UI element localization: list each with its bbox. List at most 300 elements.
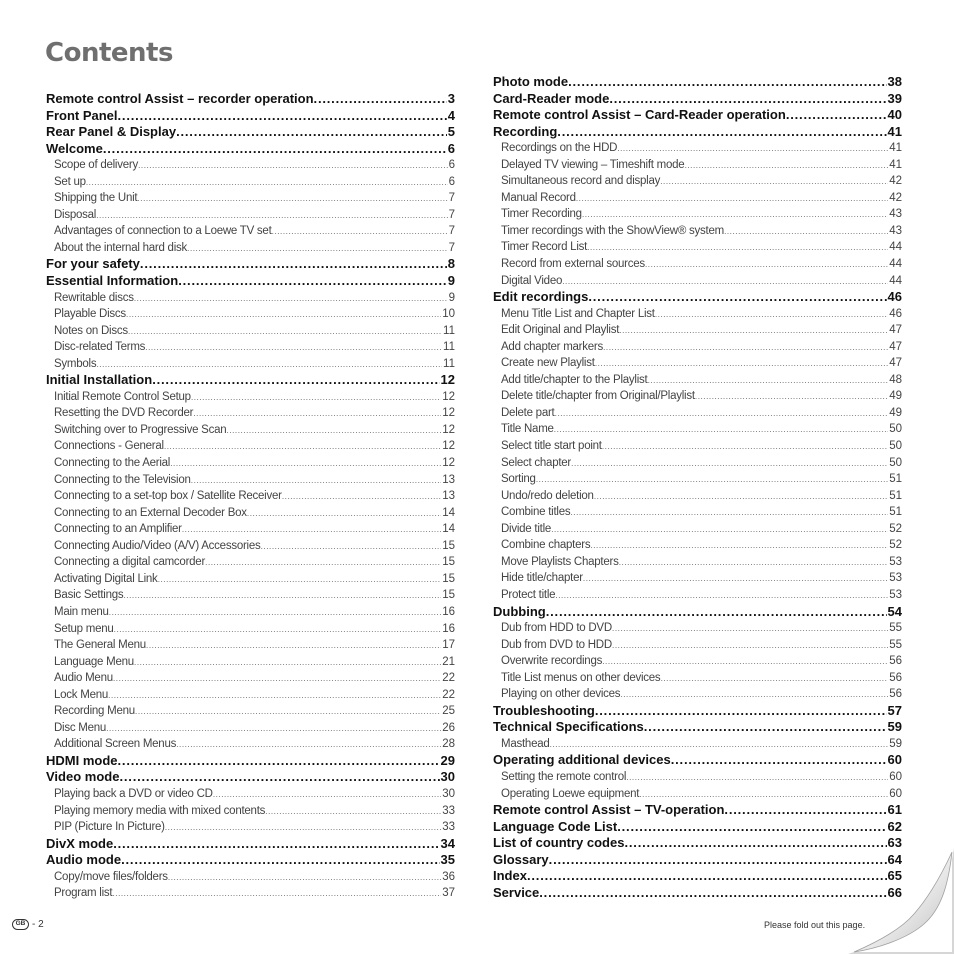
toc-entry-title: Simultaneous record and display — [501, 175, 661, 188]
dot-leader — [193, 405, 441, 422]
toc-entry-title: Audio Menu — [54, 672, 113, 685]
dot-leader — [113, 670, 441, 687]
toc-page-number: 13 — [442, 490, 455, 503]
dot-leader — [595, 355, 889, 372]
toc-page-number: 7 — [448, 225, 455, 238]
toc-subentry-main-menu — [46, 604, 455, 621]
dot-leader — [671, 752, 887, 769]
toc-page-number: 44 — [889, 241, 902, 254]
dot-leader — [137, 190, 447, 207]
toc-subentry-timer-recordings-with-the-showview-system — [493, 223, 902, 240]
toc-page-number: 15 — [442, 572, 455, 585]
country-badge-gb: GB — [12, 919, 29, 930]
toc-page-number: 51 — [889, 489, 902, 502]
toc-entry-title: Notes on Discs — [54, 324, 128, 337]
toc-entry-title: Troubleshooting — [493, 702, 595, 718]
toc-entry-title: Card-Reader mode — [493, 90, 610, 106]
dot-leader — [164, 438, 441, 455]
toc-page-number: 43 — [889, 224, 902, 237]
toc-entry-title: Divide title — [501, 522, 552, 535]
dot-leader — [168, 869, 441, 886]
dot-leader — [619, 554, 889, 571]
dot-leader — [684, 157, 888, 174]
toc-page-number: 44 — [889, 274, 902, 287]
toc-subentry-recording-menu — [46, 703, 455, 720]
toc-entry-title: Remote control Assist – TV-operation — [493, 802, 725, 818]
toc-entry-title: Dubbing — [493, 603, 546, 619]
dot-leader — [112, 885, 441, 902]
toc-entry-title: Program list — [54, 887, 113, 900]
dot-leader — [582, 206, 888, 223]
toc-subentry-playing-back-a-dvd-or-video-cd — [46, 786, 455, 803]
toc-page-number: 11 — [443, 324, 455, 337]
fold-out-note: Please fold out this page. — [764, 920, 866, 930]
toc-entry-title: Basic Settings — [54, 589, 124, 602]
toc-entry-title: Main menu — [54, 605, 109, 618]
dot-leader — [551, 521, 888, 538]
dot-leader — [134, 290, 448, 307]
toc-page-number: 14 — [442, 523, 455, 536]
toc-entry-title: Essential Information — [46, 273, 179, 289]
dot-leader — [786, 107, 887, 124]
toc-page-number: 33 — [442, 804, 455, 817]
dot-leader — [617, 819, 886, 836]
dot-leader — [119, 769, 439, 786]
toc-subentry-the-general-menu — [46, 637, 455, 654]
toc-entry-title: The General Menu — [54, 639, 146, 652]
toc-heading-list-of-country-codes — [493, 835, 902, 852]
toc-subentry-delete-part — [493, 405, 902, 422]
toc-subentry-timer-recording — [493, 206, 902, 223]
toc-page-number: 46 — [887, 289, 902, 305]
toc-page-number: 8 — [447, 256, 455, 272]
toc-heading-hdmi-mode — [46, 753, 455, 770]
page-footer-left — [12, 919, 44, 930]
toc-heading-dubbing — [493, 604, 902, 621]
dot-leader — [570, 504, 888, 521]
dot-leader — [134, 654, 441, 671]
toc-subentry-protect-title — [493, 587, 902, 604]
toc-subentry-connecting-audio-video-a-v-accessories — [46, 538, 455, 555]
toc-entry-title: Add title/chapter to the Playlist — [501, 373, 648, 386]
toc-entry-title: Technical Specifications — [493, 719, 644, 735]
toc-subentry-rewritable-discs — [46, 290, 455, 307]
dot-leader — [138, 157, 448, 174]
toc-entry-title: Copy/move files/folders — [54, 870, 168, 883]
toc-entry-title: Connecting to a set-top box / Satellite Receiver — [54, 490, 282, 503]
toc-subentry-dub-from-hdd-to-dvd — [493, 620, 902, 637]
dot-leader — [612, 620, 888, 637]
toc-page-number: 38 — [887, 74, 902, 89]
toc-page-number: 52 — [889, 539, 902, 552]
toc-entry-title: Recordings on the HDD — [501, 142, 618, 155]
toc-page-number: 65 — [887, 868, 902, 884]
dot-leader — [158, 571, 442, 588]
toc-subentry-scope-of-delivery — [46, 157, 455, 174]
toc-page-number: 44 — [889, 258, 902, 271]
toc-subentry-playing-memory-media-with-mixed-contents — [46, 803, 455, 820]
dot-leader — [655, 306, 888, 323]
toc-entry-title: Sorting — [501, 473, 536, 486]
dot-leader — [118, 753, 440, 770]
dot-leader — [588, 289, 886, 306]
toc-page-number: 13 — [442, 473, 455, 486]
toc-entry-title: Playing memory media with mixed contents — [54, 804, 266, 817]
toc-subentry-lock-menu — [46, 687, 455, 704]
dot-leader — [724, 802, 886, 819]
toc-subentry-playable-discs — [46, 306, 455, 323]
toc-entry-title: Disc Menu — [54, 721, 107, 734]
toc-entry-title: Language Code List — [493, 818, 618, 834]
toc-page-number: 21 — [442, 655, 455, 668]
toc-entry-title: Initial Remote Control Setup — [54, 390, 191, 403]
toc-page-number: 56 — [889, 671, 902, 684]
dot-leader — [645, 256, 888, 273]
dot-leader — [562, 273, 888, 290]
toc-page-number: 36 — [442, 870, 455, 883]
toc-heading-recording — [493, 124, 902, 141]
toc-page-number: 43 — [889, 208, 902, 221]
toc-subentry-basic-settings — [46, 587, 455, 604]
toc-entry-title: Move Playlists Chapters — [501, 555, 619, 568]
dot-leader — [135, 703, 441, 720]
toc-page-number: 7 — [448, 208, 455, 221]
toc-page-number: 7 — [448, 192, 455, 205]
toc-entry-title: Video mode — [46, 769, 120, 785]
dot-leader — [660, 670, 888, 687]
toc-entry-title: Lock Menu — [54, 688, 109, 701]
dot-leader — [590, 537, 888, 554]
toc-subentry-switching-over-to-progressive-scan — [46, 422, 455, 439]
toc-entry-title: Add chapter markers — [501, 340, 603, 353]
dot-leader — [660, 173, 888, 190]
toc-heading-index — [493, 868, 902, 885]
toc-subentry-select-chapter — [493, 455, 902, 472]
toc-subentry-timer-record-list — [493, 239, 902, 256]
dot-leader — [549, 852, 887, 869]
toc-entry-title: Delete title/chapter from Original/Playlist — [501, 390, 695, 403]
dot-leader — [146, 637, 441, 654]
toc-subentry-title-name — [493, 421, 902, 438]
toc-entry-title: Protect title — [501, 588, 556, 601]
dot-leader — [282, 488, 441, 505]
toc-subentry-setup-menu — [46, 621, 455, 638]
toc-subentry-audio-menu — [46, 670, 455, 687]
toc-entry-title: Hide title/chapter — [501, 572, 583, 585]
dot-leader — [595, 703, 887, 720]
toc-page-number: 6 — [448, 159, 455, 172]
toc-page-number: 40 — [887, 107, 902, 123]
toc-subentry-manual-record — [493, 190, 902, 207]
toc-page-number: 49 — [889, 406, 902, 419]
dot-leader — [555, 405, 889, 422]
toc-heading-rear-panel-display — [46, 124, 455, 141]
dot-leader — [626, 769, 888, 786]
toc-heading-remote-control-assist-tv-operation — [493, 802, 902, 819]
toc-entry-title: Edit Original and Playlist — [501, 324, 620, 337]
toc-page-number: 55 — [889, 622, 902, 635]
toc-page-number: 51 — [889, 506, 902, 519]
page-number: - 2 — [32, 919, 44, 930]
toc-entry-title: Dub from DVD to HDD — [501, 638, 612, 651]
toc-page-number: 11 — [443, 341, 455, 354]
dot-leader — [587, 239, 888, 256]
toc-page-number: 66 — [887, 884, 902, 900]
toc-entry-title: Scope of delivery — [54, 159, 138, 172]
dot-leader — [118, 108, 447, 125]
toc-subentry-edit-original-and-playlist — [493, 322, 902, 339]
toc-subentry-delete-title-chapter-from-original-playlist — [493, 388, 902, 405]
toc-entry-title: Rewritable discs — [54, 291, 134, 304]
toc-subentry-disc-menu — [46, 720, 455, 737]
toc-subentry-disc-related-terms — [46, 339, 455, 356]
dot-leader — [536, 471, 889, 488]
toc-page-number: 34 — [440, 835, 455, 851]
page-title: Contents — [45, 38, 173, 68]
toc-subentry-masthead — [493, 736, 902, 753]
toc-page-number: 54 — [887, 603, 902, 619]
toc-subentry-sorting — [493, 471, 902, 488]
toc-entry-title: Switching over to Progressive Scan — [54, 423, 227, 436]
toc-subentry-combine-chapters — [493, 537, 902, 554]
toc-entry-title: Language Menu — [54, 655, 134, 668]
toc-subentry-digital-video — [493, 273, 902, 290]
toc-page-number: 50 — [889, 456, 902, 469]
toc-entry-title: Connecting to the Television — [54, 473, 191, 486]
toc-page-number: 33 — [442, 821, 455, 834]
dot-leader — [644, 719, 887, 736]
dot-leader — [639, 786, 888, 803]
toc-entry-title: Setup menu — [54, 622, 114, 635]
toc-subentry-hide-title-chapter — [493, 570, 902, 587]
toc-page-number: 53 — [889, 555, 902, 568]
toc-entry-title: Playable Discs — [54, 308, 126, 321]
dot-leader — [602, 438, 888, 455]
toc-page-number: 16 — [442, 622, 455, 635]
toc-page-number: 62 — [887, 818, 902, 834]
toc-subentry-connecting-a-digital-camcorder — [46, 554, 455, 571]
toc-subentry-notes-on-discs — [46, 323, 455, 340]
toc-heading-for-your-safety — [46, 256, 455, 273]
toc-entry-title: Record from external sources — [501, 258, 645, 271]
dot-leader — [191, 389, 441, 406]
toc-entry-title: Create new Playlist — [501, 357, 595, 370]
toc-entry-title: Select chapter — [501, 456, 572, 469]
toc-heading-troubleshooting — [493, 703, 902, 720]
toc-entry-title: Rear Panel & Display — [46, 124, 177, 140]
toc-subentry-connecting-to-an-amplifier — [46, 521, 455, 538]
toc-heading-operating-additional-devices — [493, 752, 902, 769]
toc-page-number: 16 — [442, 605, 455, 618]
toc-page-number: 47 — [889, 357, 902, 370]
toc-page-number: 48 — [889, 373, 902, 386]
toc-page-number: 35 — [440, 852, 455, 868]
toc-subentry-connecting-to-a-set-top-box-satellite-receiver — [46, 488, 455, 505]
toc-entry-title: Initial Installation — [46, 372, 153, 388]
toc-subentry-resetting-the-dvd-recorder — [46, 405, 455, 422]
toc-page-number: 6 — [448, 175, 455, 188]
toc-entry-title: For your safety — [46, 256, 140, 272]
dot-leader — [205, 554, 441, 571]
toc-page-number: 47 — [889, 324, 902, 337]
dot-leader — [612, 637, 888, 654]
toc-entry-title: Remote control Assist – Card-Reader operation — [493, 107, 786, 123]
dot-leader — [152, 372, 439, 389]
dot-leader — [247, 505, 441, 522]
dot-leader — [265, 803, 441, 820]
toc-entry-title: Welcome — [46, 140, 103, 156]
toc-entry-title: Manual Record — [501, 191, 576, 204]
dot-leader — [527, 868, 887, 885]
toc-subentry-symbols — [46, 356, 455, 373]
toc-subentry-dub-from-dvd-to-hdd — [493, 637, 902, 654]
toc-entry-title: Masthead — [501, 737, 550, 750]
toc-entry-title: Activating Digital Link — [54, 572, 158, 585]
toc-subentry-add-chapter-markers — [493, 339, 902, 356]
toc-page-number: 22 — [442, 688, 455, 701]
toc-page-number: 39 — [887, 90, 902, 106]
toc-entry-title: About the internal hard disk — [54, 241, 188, 254]
toc-entry-title: Recording Menu — [54, 705, 135, 718]
toc-entry-title: Select title start point — [501, 440, 602, 453]
toc-subentry-delayed-tv-viewing-timeshift-mode — [493, 157, 902, 174]
toc-entry-title: Disposal — [54, 208, 97, 221]
toc-heading-technical-specifications — [493, 719, 902, 736]
toc-page-number: 63 — [887, 835, 902, 851]
toc-heading-service — [493, 885, 902, 902]
toc-entry-title: Menu Title List and Chapter List — [501, 307, 655, 320]
dot-leader — [123, 587, 441, 604]
toc-subentry-set-up — [46, 174, 455, 191]
toc-subentry-menu-title-list-and-chapter-list — [493, 306, 902, 323]
toc-page-number: 14 — [442, 506, 455, 519]
dot-leader — [178, 273, 447, 290]
toc-subentry-connecting-to-the-television — [46, 472, 455, 489]
toc-left-column — [46, 91, 455, 902]
toc-entry-title: Delayed TV viewing – Timeshift mode — [501, 158, 685, 171]
toc-page-number: 3 — [447, 91, 455, 106]
toc-subentry-connections-general — [46, 438, 455, 455]
toc-subentry-connecting-to-the-aerial — [46, 455, 455, 472]
toc-entry-title: Advantages of connection to a Loewe TV set — [54, 225, 272, 238]
toc-subentry-playing-on-other-devices — [493, 686, 902, 703]
toc-page-number: 17 — [442, 639, 455, 652]
toc-subentry-pip-picture-in-picture — [46, 819, 455, 836]
toc-page-number: 22 — [442, 672, 455, 685]
toc-subentry-connecting-to-an-external-decoder-box — [46, 505, 455, 522]
dot-leader — [213, 786, 442, 803]
toc-heading-front-panel — [46, 108, 455, 125]
toc-page-number: 42 — [889, 191, 902, 204]
toc-entry-title: Timer recordings with the ShowView® system — [501, 224, 724, 237]
dot-leader — [140, 256, 447, 273]
toc-heading-language-code-list — [493, 819, 902, 836]
dot-leader — [176, 736, 441, 753]
toc-entry-title: Remote control Assist – recorder operation — [46, 91, 314, 106]
dot-leader — [113, 836, 439, 853]
toc-page-number: 4 — [447, 107, 455, 123]
toc-entry-title: Photo mode — [493, 74, 569, 89]
toc-subentry-create-new-playlist — [493, 355, 902, 372]
toc-page-number: 53 — [889, 572, 902, 585]
dot-leader — [314, 91, 447, 108]
dot-leader — [182, 521, 441, 538]
toc-subentry-simultaneous-record-and-display — [493, 173, 902, 190]
toc-page-number: 57 — [887, 702, 902, 718]
toc-page-number: 15 — [442, 556, 455, 569]
dot-leader — [546, 604, 887, 621]
dot-leader — [602, 653, 888, 670]
toc-heading-remote-control-assist-card-reader-operation — [493, 107, 902, 124]
toc-entry-title: Edit recordings — [493, 289, 589, 305]
toc-heading-video-mode — [46, 769, 455, 786]
toc-entry-title: Digital Video — [501, 274, 563, 287]
toc-page-number: 50 — [889, 423, 902, 436]
toc-page-number: 61 — [887, 802, 902, 818]
toc-page-number: 37 — [442, 887, 455, 900]
toc-entry-title: Timer Recording — [501, 208, 582, 221]
toc-entry-title: Operating Loewe equipment — [501, 787, 640, 800]
dot-leader — [114, 621, 442, 638]
toc-subentry-overwrite-recordings — [493, 653, 902, 670]
toc-subentry-combine-titles — [493, 504, 902, 521]
toc-heading-divx-mode — [46, 836, 455, 853]
toc-page-number: 12 — [442, 390, 455, 403]
toc-entry-title: Connecting a digital camcorder — [54, 556, 206, 569]
toc-entry-title: Symbols — [54, 357, 97, 370]
toc-page-number: 12 — [442, 423, 455, 436]
toc-entry-title: HDMI mode — [46, 752, 118, 768]
toc-subentry-copy-move-files-folders — [46, 869, 455, 886]
toc-subentry-undo-redo-deletion — [493, 488, 902, 505]
toc-subentry-activating-digital-link — [46, 571, 455, 588]
toc-page-number: 60 — [889, 770, 902, 783]
toc-subentry-initial-remote-control-setup — [46, 389, 455, 406]
toc-entry-title: Combine titles — [501, 506, 571, 519]
toc-page-number: 64 — [887, 851, 902, 867]
toc-subentry-language-menu — [46, 654, 455, 671]
dot-leader — [109, 604, 442, 621]
toc-entry-title: Audio mode — [46, 852, 122, 868]
dot-leader — [145, 339, 442, 356]
toc-page-number: 55 — [889, 638, 902, 651]
toc-entry-title: Title Name — [501, 423, 554, 436]
toc-page-number: 15 — [442, 589, 455, 602]
toc-heading-edit-recordings — [493, 289, 902, 306]
toc-entry-title: Combine chapters — [501, 539, 591, 552]
toc-page-number: 52 — [889, 522, 902, 535]
toc-entry-title: Playing on other devices — [501, 688, 621, 701]
toc-entry-title: Overwrite recordings — [501, 655, 603, 668]
toc-page-number: 30 — [442, 787, 455, 800]
toc-page-number: 6 — [447, 140, 455, 156]
toc-page-number: 50 — [889, 440, 902, 453]
toc-page-number: 10 — [442, 308, 455, 321]
toc-heading-remote-control-assist-recorder-operation — [46, 91, 455, 108]
dot-leader — [619, 322, 888, 339]
toc-entry-title: Setting the remote control — [501, 770, 627, 783]
toc-heading-card-reader-mode — [493, 91, 902, 108]
dot-leader — [226, 422, 441, 439]
dot-leader — [86, 174, 448, 191]
toc-subentry-advantages-of-connection-to-a-loewe-tv-set — [46, 223, 455, 240]
toc-entry-title: Additional Screen Menus — [54, 738, 177, 751]
toc-entry-title: Set up — [54, 175, 86, 188]
toc-page-number: 7 — [448, 241, 455, 254]
toc-page-number: 26 — [442, 721, 455, 734]
toc-page-number: 25 — [442, 705, 455, 718]
dot-leader — [609, 91, 886, 108]
